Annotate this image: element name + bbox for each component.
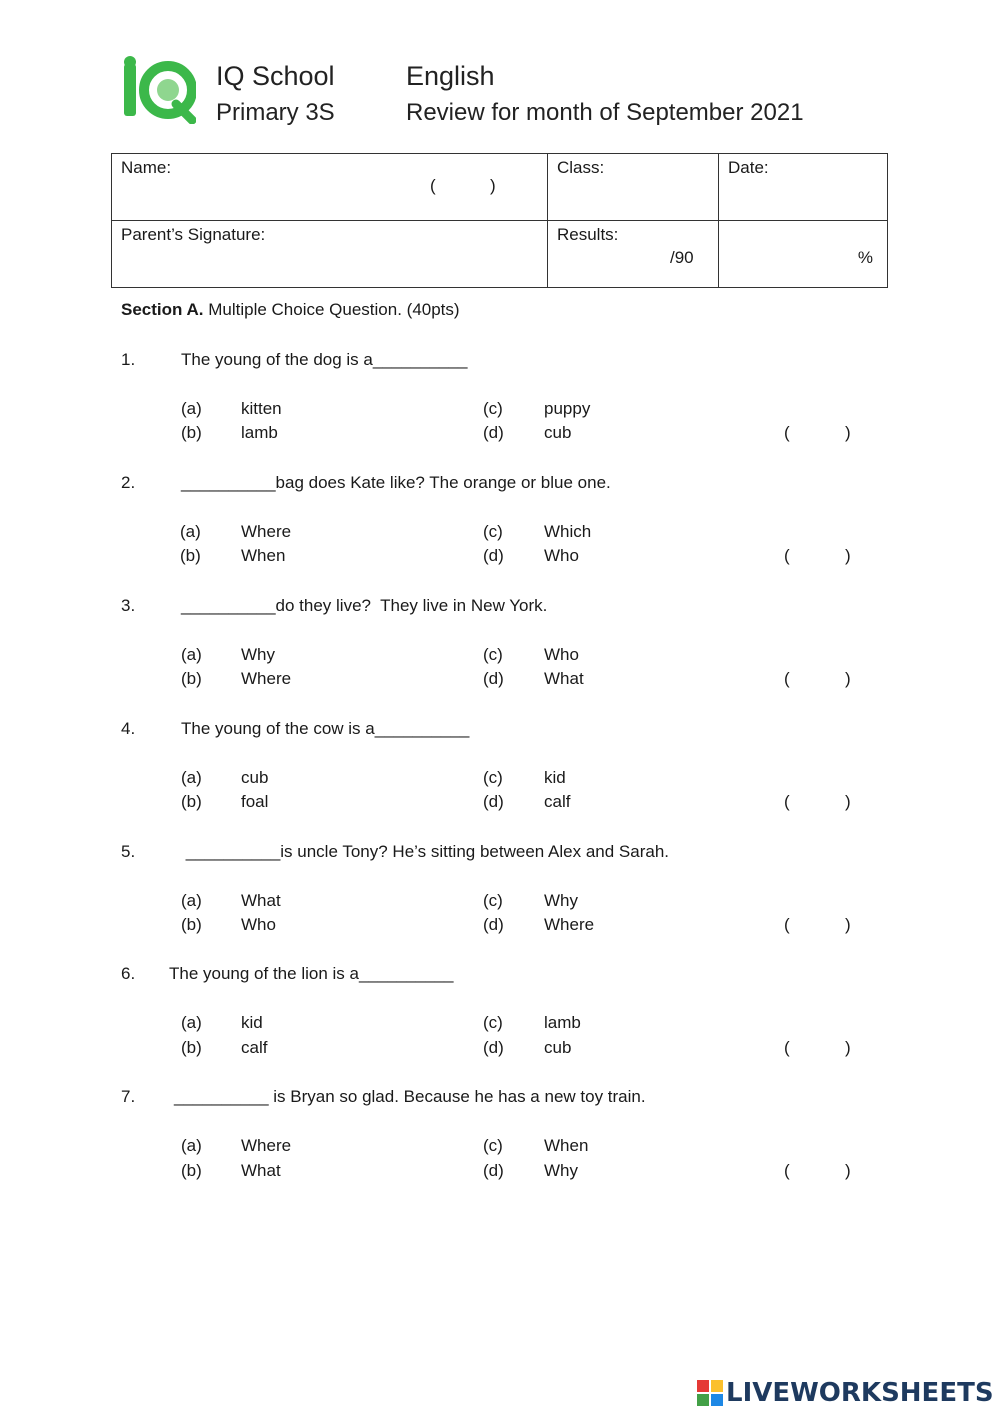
- option-b[interactable]: foal: [241, 792, 269, 811]
- option-b[interactable]: Who: [241, 915, 276, 934]
- option-d-label: (d): [483, 1038, 504, 1057]
- name-cell[interactable]: [112, 154, 548, 221]
- answer-paren-close[interactable]: ): [845, 915, 851, 934]
- option-a-label: (a): [181, 891, 202, 910]
- question-5: [0, 842, 1000, 952]
- name-paren-close: ): [490, 176, 496, 195]
- student-info-table: [111, 153, 888, 288]
- option-a-label: (a): [181, 645, 202, 664]
- answer-paren-open[interactable]: (: [784, 669, 790, 688]
- answer-paren-open[interactable]: (: [784, 1038, 790, 1057]
- question-text: The young of the lion is a__________: [169, 964, 454, 983]
- option-c[interactable]: When: [544, 1136, 589, 1155]
- option-b[interactable]: Where: [241, 669, 292, 688]
- option-c-label: (c): [483, 522, 503, 541]
- answer-paren-close[interactable]: ): [845, 1038, 851, 1057]
- option-a-label: (a): [181, 1136, 202, 1155]
- answer-paren-close[interactable]: ): [845, 423, 851, 442]
- option-b-label: (b): [181, 792, 202, 811]
- question-4: [0, 719, 1000, 829]
- option-b[interactable]: calf: [241, 1038, 268, 1057]
- question-text: __________do they live? They live in New York.: [181, 596, 548, 615]
- section-a-label: Section A.: [121, 300, 204, 319]
- name-paren-open: (: [430, 176, 436, 195]
- answer-paren-close[interactable]: ): [845, 792, 851, 811]
- option-a[interactable]: Where: [241, 522, 292, 541]
- option-c[interactable]: Which: [544, 522, 592, 541]
- option-c-label: (c): [483, 1136, 503, 1155]
- answer-paren-close[interactable]: ): [845, 546, 851, 565]
- question-6: [0, 964, 1000, 1074]
- option-b-label: (b): [181, 423, 202, 442]
- class-cell[interactable]: [548, 154, 719, 221]
- question-3: [0, 596, 1000, 706]
- question-text: __________ is Bryan so glad. Because he has a new toy train.: [174, 1087, 646, 1106]
- option-a-label: (a): [181, 768, 202, 787]
- question-number: 1.: [121, 350, 136, 369]
- grade-level: Primary 3S: [216, 99, 335, 126]
- option-d[interactable]: Why: [544, 1161, 578, 1180]
- answer-paren-open[interactable]: (: [784, 915, 790, 934]
- answer-paren-open[interactable]: (: [784, 423, 790, 442]
- question-2: [0, 473, 1000, 583]
- option-a[interactable]: kitten: [241, 399, 282, 418]
- option-d[interactable]: cub: [544, 1038, 572, 1057]
- subject-title: English: [406, 61, 495, 91]
- results-label: Results:: [557, 225, 619, 244]
- school-name: IQ School: [216, 61, 335, 91]
- results-cell[interactable]: [548, 221, 719, 288]
- percent-cell[interactable]: [719, 221, 888, 288]
- option-d-label: (d): [483, 1161, 504, 1180]
- option-b-label: (b): [181, 1038, 202, 1057]
- option-d[interactable]: What: [544, 669, 584, 688]
- option-c[interactable]: puppy: [544, 399, 591, 418]
- signature-cell[interactable]: [112, 221, 548, 288]
- section-a-description: Multiple Choice Question. (40pts): [203, 300, 460, 319]
- section-a-title: [121, 300, 460, 320]
- date-label: Date:: [728, 158, 769, 177]
- liveworksheets-footer: [697, 1378, 994, 1408]
- option-c[interactable]: lamb: [544, 1013, 581, 1032]
- question-number: 4.: [121, 719, 136, 738]
- results-total: /90: [670, 248, 694, 267]
- option-c[interactable]: Why: [544, 891, 578, 910]
- option-b[interactable]: When: [241, 546, 286, 565]
- review-title: Review for month of September 2021: [406, 99, 804, 126]
- class-label: Class:: [557, 158, 605, 177]
- option-a[interactable]: Why: [241, 645, 275, 664]
- option-b-label: (b): [181, 1161, 202, 1180]
- answer-paren-close[interactable]: ): [845, 1161, 851, 1180]
- option-d[interactable]: cub: [544, 423, 572, 442]
- question-text: The young of the cow is a__________: [181, 719, 470, 738]
- option-a[interactable]: Where: [241, 1136, 292, 1155]
- option-b-label: (b): [181, 915, 202, 934]
- answer-paren-open[interactable]: (: [784, 546, 790, 565]
- option-b-label: (b): [181, 669, 202, 688]
- option-d-label: (d): [483, 792, 504, 811]
- option-c-label: (c): [483, 399, 503, 418]
- question-number: 3.: [121, 596, 136, 615]
- question-text: __________is uncle Tony? He’s sitting between Alex and Sarah.: [181, 842, 669, 861]
- option-a-label: (a): [181, 1013, 202, 1032]
- option-c-label: (c): [483, 891, 503, 910]
- option-d[interactable]: Where: [544, 915, 595, 934]
- question-number: 5.: [121, 842, 136, 861]
- option-a[interactable]: cub: [241, 768, 269, 787]
- option-c-label: (c): [483, 768, 503, 787]
- option-d-label: (d): [483, 915, 504, 934]
- iq-school-logo: [118, 54, 196, 124]
- liveworksheets-icon: [697, 1380, 723, 1406]
- signature-label: Parent’s Signature:: [121, 225, 266, 244]
- date-cell[interactable]: [719, 154, 888, 221]
- option-a-label: (a): [180, 522, 201, 541]
- option-d[interactable]: calf: [544, 792, 571, 811]
- option-b[interactable]: lamb: [241, 423, 278, 442]
- option-c-label: (c): [483, 645, 503, 664]
- option-c-label: (c): [483, 1013, 503, 1032]
- question-text: The young of the dog is a__________: [181, 350, 468, 369]
- question-number: 7.: [121, 1087, 136, 1106]
- option-a-label: (a): [181, 399, 202, 418]
- option-d[interactable]: Who: [544, 546, 579, 565]
- name-label: Name:: [121, 158, 172, 177]
- question-1: [0, 350, 1000, 460]
- option-d-label: (d): [483, 423, 504, 442]
- option-d-label: (d): [483, 546, 504, 565]
- option-a[interactable]: What: [241, 891, 281, 910]
- answer-paren-open[interactable]: (: [784, 792, 790, 811]
- question-number: 6.: [121, 964, 136, 983]
- liveworksheets-brand: LIVEWORKSHEETS: [726, 1378, 994, 1408]
- question-number: 2.: [121, 473, 136, 492]
- answer-paren-open[interactable]: (: [784, 1161, 790, 1180]
- percent-sign: %: [857, 248, 873, 267]
- option-d-label: (d): [483, 669, 504, 688]
- option-a[interactable]: kid: [241, 1013, 263, 1032]
- option-c[interactable]: Who: [544, 645, 579, 664]
- answer-paren-close[interactable]: ): [845, 669, 851, 688]
- question-7: [0, 1087, 1000, 1197]
- option-b[interactable]: What: [241, 1161, 281, 1180]
- option-b-label: (b): [180, 546, 201, 565]
- option-c[interactable]: kid: [544, 768, 566, 787]
- question-text: __________bag does Kate like? The orange or blue one.: [181, 473, 611, 492]
